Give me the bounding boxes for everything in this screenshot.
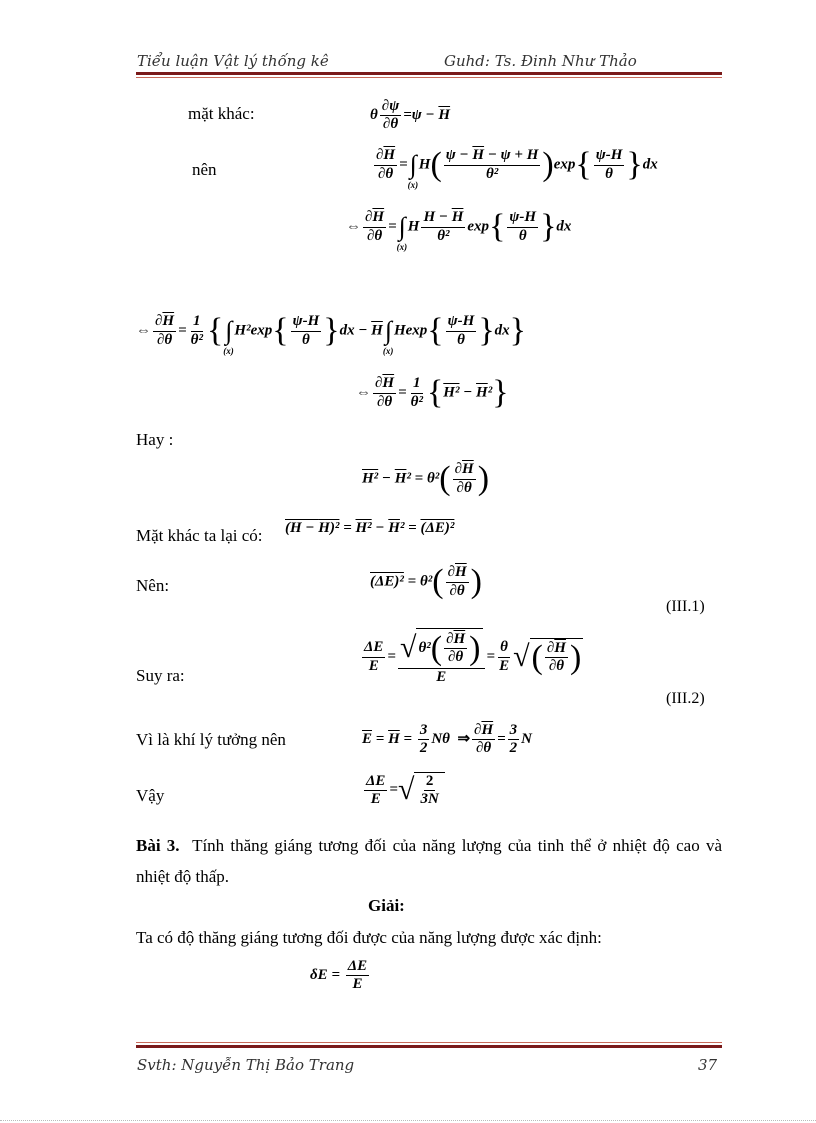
exercise-paragraph	[136, 830, 722, 892]
header-rule-thick	[136, 72, 722, 75]
equation-deltaE-relative: δE = $\frac{\Delta E}{E}$	[310, 958, 368, 993]
label-vi-la: Vì là khí lý tưởng nên	[136, 730, 286, 749]
label-mat-khac-ta-lai-co: Mặt khác ta lại có:	[136, 526, 263, 545]
equation-number-III-2: (III.2)	[666, 690, 705, 707]
label-nen: nên	[192, 160, 217, 179]
label-hay: Hay :	[136, 430, 174, 449]
equation-dH-3: ⇔ $\frac{\partial\overline{H}}{\partial\theta}$ = $\frac{1}{\text{θ²}}$ {∫ (x) H²exp{ $\frac{\psi-H}{\theta}$ }$dx - \overline{H}\int$ (x) Hexp{ $\frac{\psi-H}{\theta}$ }dx}	[136, 312, 526, 356]
label-vay: Vậy	[136, 786, 165, 805]
header-left: Tiểu luận Vật lý thống kê	[137, 52, 329, 70]
page-number: 37	[698, 1056, 718, 1074]
equation-III-1: (ΔE)² = θ²( $\frac{\partial\overline{H}}{\partial\theta}$ )	[370, 563, 482, 600]
header-right: Guhd: Ts. Đinh Như Thảo	[444, 52, 637, 70]
equation-deltaE: $(H - H)^2 = H^2 - \overline{H}^2 = (\Delta E)^2$	[285, 520, 455, 536]
equation-dpsi: θ $\frac{\partial\psi}{\partial\theta}$ $=\psi - \overline{H}$	[370, 98, 451, 133]
solution-heading: Giải:	[368, 896, 405, 915]
header-rule-thin	[136, 77, 722, 78]
label-mat-khac: mặt khác:	[188, 104, 255, 123]
footer-rule-thick	[136, 1045, 722, 1048]
equation-ideal-gas: $\overline{E} = \overline{H}$ = $\frac{3}{2}$ Nθ ⇒ $\frac{\partial\overline{H}}{\partial\theta}$ = $\frac{3}{2}$ N	[362, 722, 533, 757]
solution-text: Ta có độ thăng giáng tương đối được của năng lượng được xác định:	[136, 928, 602, 947]
label-suy-ra: Suy ra:	[136, 666, 185, 685]
footer-rule-thin	[136, 1042, 722, 1043]
equation-result: $\frac{\Delta E}{E}$ = √ $\frac{2}{3N}$	[362, 772, 445, 809]
equation-dH-1: $\frac{\partial\overline{H}}{\partial\theta}$ =∫ (x) H( $\frac{\psi - \overline{H} - \psi + H}{\text{θ²}}$ )exp{ $\frac{\psi-H}{\theta}$ }dx	[376, 146, 658, 190]
equation-variance: $H^2 - \overline{H}^2 = \theta^2$( $\frac{\partial\overline{H}}{\partial\theta}$ )	[362, 460, 490, 497]
footer-left: Svth: Nguyễn Thị Bảo Trang	[137, 1056, 355, 1074]
equation-dH-2: ⇔ $\frac{\partial\overline{H}}{\partial\theta}$ =∫ (x) H $\frac{H - \overline{H}}{\text{θ²}}$ exp{ $\frac{\psi-H}{\theta}$ }dx	[346, 208, 572, 252]
exercise-text: Tính thăng giáng tương đối của năng lượng của tinh thể ở nhiệt độ cao và nhiệt độ thấp.	[136, 836, 723, 886]
equation-III-2: $\frac{\Delta E}{E}$ = √ θ²( $\frac{\partial\overline{H}}{\partial\theta}$ ) E = $\frac{\theta}{E}$ √ ( $\frac{\partial\overline{H}}{\partial\theta}$ )	[364, 630, 582, 686]
equation-number-III-1: (III.1)	[666, 598, 705, 615]
exercise-number: Bài 3.	[136, 836, 180, 855]
page-bottom-border	[0, 1120, 816, 1121]
label-nen-2: Nên:	[136, 576, 170, 595]
equation-dH-4: ⇔ $\frac{\partial\overline{H}}{\partial\theta}$ = $\frac{1}{\text{θ²}}$ $\{H^2 - \overline{H}^2\}$	[356, 374, 509, 411]
